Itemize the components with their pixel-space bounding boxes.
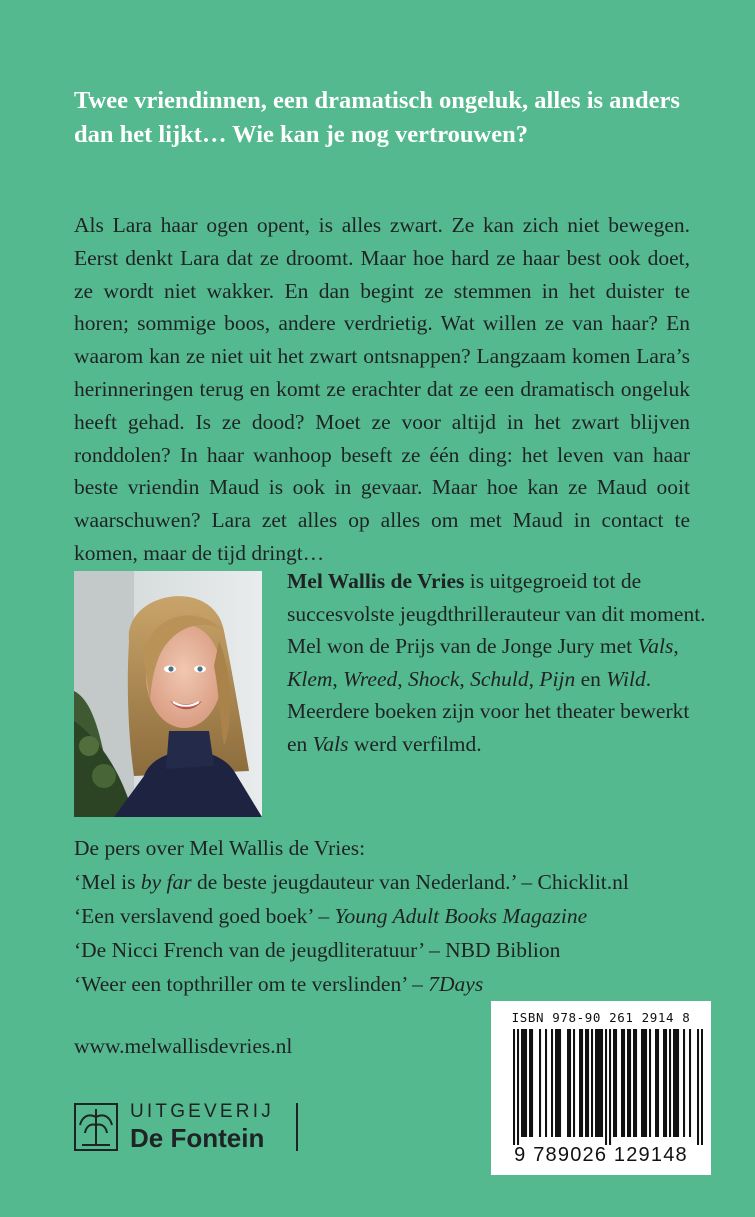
- barcode-bar: [555, 1029, 557, 1137]
- author-name: Mel Wallis de Vries: [287, 569, 465, 593]
- barcode-bar: [605, 1029, 607, 1145]
- barcode-bar: [643, 1029, 645, 1137]
- book-title: Wreed: [343, 666, 398, 691]
- barcode-bar: [539, 1029, 541, 1137]
- barcode-bar: [677, 1029, 679, 1137]
- publisher-name: De Fontein: [130, 1123, 265, 1153]
- barcode-bar: [641, 1029, 643, 1137]
- barcode-bar: [599, 1029, 601, 1137]
- divider: [296, 1103, 298, 1151]
- barcode-bar: [525, 1029, 527, 1137]
- barcode-bar: [613, 1029, 615, 1137]
- barcode-bar: [669, 1029, 671, 1137]
- barcode-bar: [629, 1029, 631, 1137]
- barcode-bar: [657, 1029, 659, 1137]
- barcode-bar: [615, 1029, 617, 1137]
- book-title: Wild: [606, 666, 646, 691]
- barcode-bars: [513, 1029, 703, 1145]
- barcode-bar: [633, 1029, 635, 1137]
- barcode-bar: [573, 1029, 575, 1137]
- barcode-bar: [551, 1029, 553, 1137]
- barcode-bar: [585, 1029, 587, 1137]
- barcode-bar: [579, 1029, 581, 1137]
- barcode-bar: [517, 1029, 519, 1145]
- isbn-label: ISBN 978-90 261 2914 8: [511, 1010, 691, 1025]
- book-title: Shock: [408, 666, 460, 691]
- quote-source: 7Days: [428, 972, 484, 996]
- barcode-bar: [521, 1029, 523, 1137]
- book-title: Pijn: [539, 666, 576, 691]
- barcode-bar: [587, 1029, 589, 1137]
- press-quotes: [74, 831, 694, 1001]
- barcode-bar: [597, 1029, 599, 1137]
- barcode-bar: [665, 1029, 667, 1137]
- barcode-bar: [621, 1029, 623, 1137]
- book-title: Schuld: [470, 666, 529, 691]
- quote-source: Young Adult Books Magazine: [334, 904, 588, 928]
- barcode-bar: [513, 1029, 515, 1145]
- author-bio: Mel Wallis de Vries is uitgegroeid tot de succesvolste jeugdthrillerauteur van dit moment. Mel won de Prijs van de Jonge Jury met Vals, Klem, Wreed, Shock, Schuld, Pijn en Wild. Meerdere boeken zijn voor het theater bewerkt en Vals werd verfilmd.: [287, 569, 706, 756]
- barcode-bar: [701, 1029, 703, 1145]
- press-quote: ‘Mel is by far de beste jeugdauteur van Nederland.’ – Chicklit.nl: [74, 870, 629, 894]
- barcode-bar: [689, 1029, 691, 1137]
- barcode-bar: [655, 1029, 657, 1137]
- press-quote: ‘Een verslavend goed boek’ – Young Adult Books Magazine: [74, 904, 588, 928]
- barcode-bar: [595, 1029, 597, 1137]
- publisher-logo: [74, 1101, 314, 1153]
- barcode-bar: [545, 1029, 547, 1137]
- barcode-bar: [635, 1029, 637, 1137]
- barcode-bar: [557, 1029, 559, 1137]
- barcode-bar: [591, 1029, 593, 1137]
- website-url: www.melwallisdevries.nl: [74, 1034, 293, 1058]
- barcode-bar: [559, 1029, 561, 1137]
- book-title: Vals: [637, 634, 674, 659]
- barcode-bar: [623, 1029, 625, 1137]
- barcode-bar: [529, 1029, 531, 1137]
- author-photo: [74, 571, 262, 817]
- barcode-bar: [581, 1029, 583, 1137]
- press-quote: ‘Weer een topthriller om te verslinden’ – 7Days: [74, 972, 484, 996]
- publisher-line1: UITGEVERIJ: [130, 1101, 274, 1122]
- barcode-bar: [683, 1029, 685, 1137]
- barcode-bar: [523, 1029, 525, 1137]
- barcode-bar: [609, 1029, 611, 1145]
- barcode-bar: [697, 1029, 699, 1145]
- fountain-icon: [74, 1103, 118, 1151]
- barcode-bar: [601, 1029, 603, 1137]
- barcode-bar: [567, 1029, 569, 1137]
- barcode-bar: [569, 1029, 571, 1137]
- isbn-digits: 9 789026 129148: [514, 1144, 688, 1166]
- press-heading: De pers over Mel Wallis de Vries:: [74, 836, 366, 860]
- barcode-bar: [645, 1029, 647, 1137]
- isbn-barcode: [491, 1001, 711, 1175]
- barcode-bar: [649, 1029, 651, 1137]
- tagline: Twee vriendinnen, een dramatisch ongeluk, alles is anders dan het lijkt… Wie kan je nog vertrouwen?: [74, 87, 680, 148]
- book-title: Vals: [312, 731, 349, 756]
- barcode-bar: [531, 1029, 533, 1137]
- barcode-bar: [663, 1029, 665, 1137]
- barcode-bar: [627, 1029, 629, 1137]
- barcode-bar: [675, 1029, 677, 1137]
- synopsis: Als Lara haar ogen opent, is alles zwart. Ze kan zich niet bewegen. Eerst denkt Lara dat ze droomt. Maar hoe hard ze haar best ook doet, ze wordt niet wakker. En dan begint ze stemmen in het duister te horen; sommige boos, andere verdrietig. Wat willen ze van haar? En waarom kan ze niet uit het zwart ontsnappen? Langzaam komen Lara’s herinneringen terug en komt ze erachter dat ze een dramatisch ongeluk heeft gehad. Is ze dood? Moet ze voor altijd in het zwart blijven ronddolen? In haar wanhoop beseft ze één ding: het leven van haar beste vriendin Maud is ook in gevaar. Maar hoe kan ze Maud ooit waarschuwen? Lara zet alles op alles om met Maud in contact te komen, maar de tijd dringt…: [74, 213, 690, 565]
- book-title: Klem: [287, 666, 333, 691]
- barcode-bar: [673, 1029, 675, 1137]
- press-quote: ‘De Nicci French van de jeugdliteratuur’ – NBD Biblion: [74, 938, 561, 962]
